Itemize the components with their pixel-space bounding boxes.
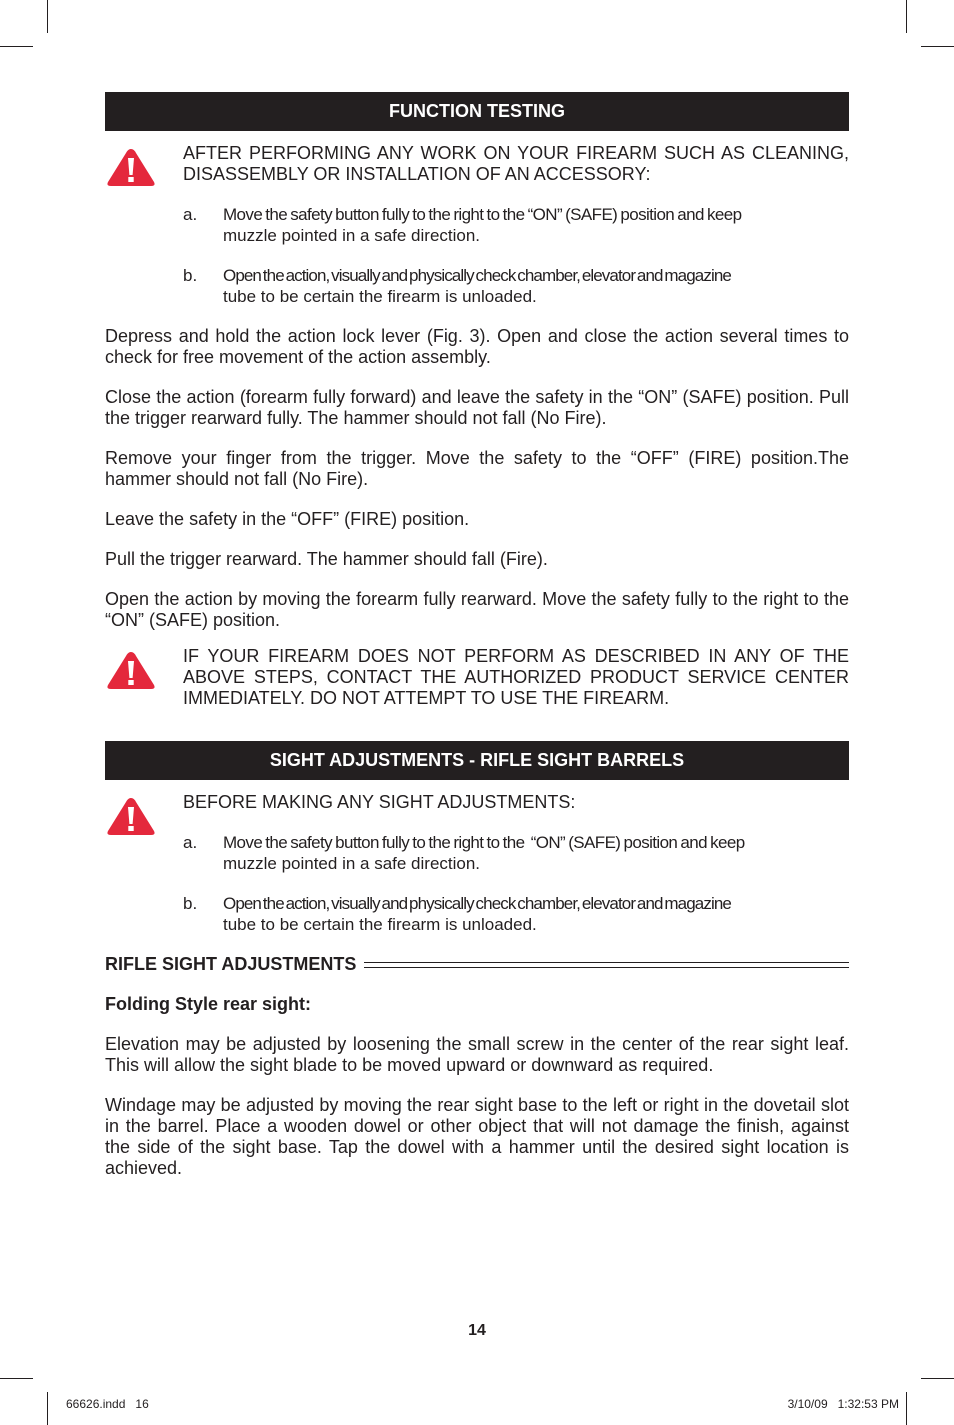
page-number: 14 [468, 1322, 486, 1339]
crop-mark [0, 1378, 33, 1379]
body-paragraph: Pull the trigger rearward. The hammer should fall (Fire). [105, 549, 548, 569]
section-header-function-testing: FUNCTION TESTING [105, 92, 849, 131]
double-rule [364, 962, 849, 968]
warning-text: BEFORE MAKING ANY SIGHT ADJUSTMENTS: [183, 792, 576, 812]
crop-mark [921, 1378, 954, 1379]
step-text-continued: muzzle pointed in a safe direction. [223, 226, 481, 245]
warning-triangle-icon [105, 795, 157, 837]
step-letter: b. [183, 894, 198, 913]
body-paragraph: Windage may be adjusted by moving the rear sight base to the left or right in the dovetail slot in the barrel. Place a wooden dowel or other object that will not damage the finish, against the side of the sight base. Tap the dowel with a hammer until the desired sight location is achieved. [105, 1095, 849, 1178]
warning-text: AFTER PERFORMING ANY WORK ON YOUR FIREARM SUCH AS CLEANING, DISASSEMBLY OR INSTALLATION OF AN ACCESSORY: [183, 143, 849, 184]
page-content [105, 92, 849, 1179]
file-slug: 66626.indd 16 [66, 1397, 149, 1411]
crop-mark [921, 46, 954, 47]
body-paragraph: Open the action by moving the forearm fully rearward. Move the safety fully to the right to the “ON” (SAFE) position. [105, 589, 849, 630]
step-item [183, 204, 849, 246]
step-text-continued: tube to be certain the firearm is unloaded. [223, 915, 537, 934]
crop-mark [906, 1392, 907, 1425]
warning-text: IF YOUR FIREARM DOES NOT PERFORM AS DESCRIBED IN ANY OF THE ABOVE STEPS, CONTACT THE AUTHORIZED PRODUCT SERVICE CENTER IMMEDIATELY. DO NOT ATTEMPT TO USE THE FIREARM. [183, 646, 849, 708]
step-text: Open the action, visually and physically check chamber, elevator and magazine [223, 266, 731, 285]
section-header-sight-adjustments: SIGHT ADJUSTMENTS - RIFLE SIGHT BARRELS [105, 741, 849, 780]
crop-mark [906, 0, 907, 33]
warning-triangle-icon [105, 146, 157, 188]
warning-triangle-icon [105, 649, 157, 691]
step-item [183, 832, 849, 874]
subheading-rifle-sight-adjustments [105, 954, 849, 975]
body-paragraph: Leave the safety in the “OFF” (FIRE) position. [105, 509, 470, 529]
crop-mark [0, 46, 33, 47]
body-paragraph: Close the action (forearm fully forward) and leave the safety in the “ON” (SAFE) position. Pull the trigger rearward fully. The hammer should not fall (No Fire). [105, 387, 849, 428]
subheading-text: RIFLE SIGHT ADJUSTMENTS [105, 954, 357, 974]
step-item [183, 265, 849, 307]
step-letter: a. [183, 833, 198, 852]
step-text-continued: tube to be certain the firearm is unloaded. [223, 287, 537, 306]
step-item [183, 893, 849, 935]
body-paragraph: Remove your finger from the trigger. Move the safety to the “OFF” (FIRE) position.The hammer should not fall (No Fire). [105, 448, 849, 489]
step-text: Open the action, visually and physically check chamber, elevator and magazine [223, 894, 731, 913]
warning-block [105, 646, 849, 709]
print-timestamp: 3/10/09 1:32:53 PM [787, 1397, 899, 1411]
body-paragraph: Depress and hold the action lock lever (Fig. 3). Open and close the action several times to check for free movement of the action assembly. [105, 326, 849, 367]
step-text-continued: muzzle pointed in a safe direction. [223, 854, 481, 873]
step-letter: a. [183, 205, 198, 224]
warning-block [105, 792, 849, 935]
warning-block [105, 143, 849, 307]
folding-style-heading: Folding Style rear sight: [105, 994, 312, 1014]
step-letter: b. [183, 266, 198, 285]
crop-mark [47, 1392, 48, 1425]
crop-mark [47, 0, 48, 33]
step-text: Move the safety button fully to the right to the “ON” (SAFE) position and keep [223, 833, 745, 852]
body-paragraph: Elevation may be adjusted by loosening the small screw in the center of the rear sight leaf. This will allow the sight blade to be moved upward or downward as required. [105, 1034, 849, 1075]
step-text: Move the safety button fully to the right to the “ON” (SAFE) position and keep [223, 205, 742, 224]
